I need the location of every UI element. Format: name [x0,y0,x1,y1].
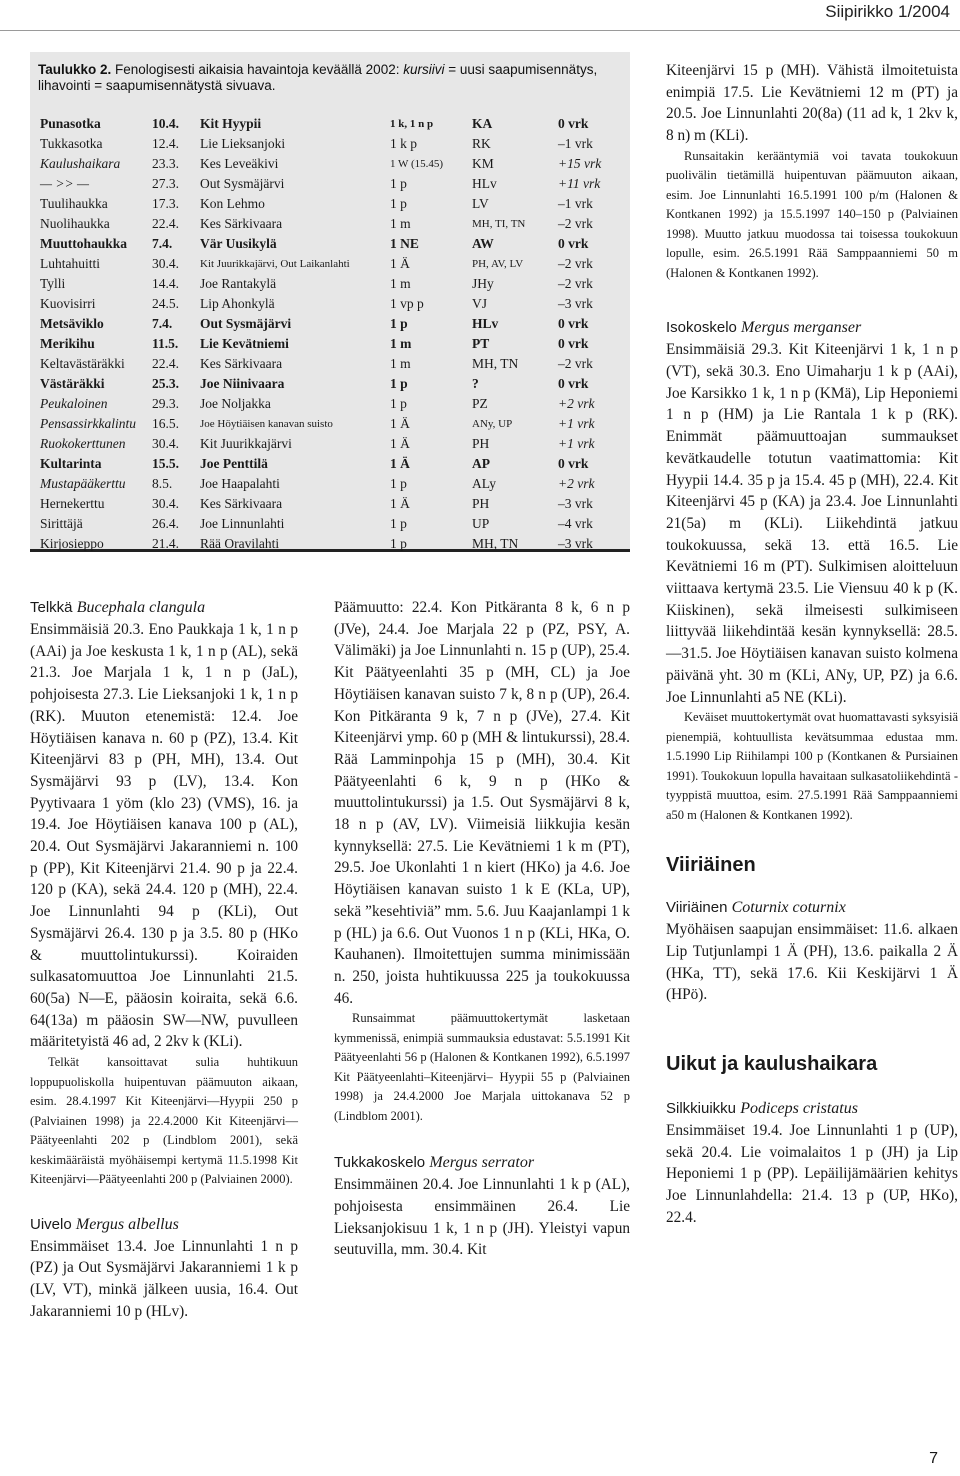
species-cell: Kuovisirri [40,296,96,311]
header-divider [0,30,960,31]
deviation-cell: –3 vrk [558,496,593,511]
species-cell: Västäräkki [40,376,105,391]
paamuutto-note: Runsaimmat päämuuttokertymät lasketaan kymmenissä, enimpiä summauksia edustavat: 5.5.1991 Kit Päätyeenlahti 56 p (Halonen & Kontkanen 1992), 6.5.1997 Kit Päätyeenlahti–Kiteenjärvi– Hyypii 55 p (Palviainen 1998) ja 24.4.2000 Joe Marjala uittokanava 52 p (Lindblom 2001). [334,1011,630,1123]
species-cell: Tukkasotka [40,136,103,151]
observer-cell: ANy, UP [472,418,513,430]
date-cell: 7.4. [152,236,173,251]
date-cell: 23.3. [152,156,179,171]
table-row [40,534,625,554]
species-cell: — >> — [40,176,89,191]
location-cell: Joe Penttilä [200,456,268,471]
table-row [40,474,625,494]
location-cell: Lie Lieksanjoki [200,136,286,151]
count-cell: 1 p [390,396,407,411]
column-middle [334,597,630,1261]
table-row [40,494,625,514]
species-cell: Keltavästäräkki [40,356,125,371]
deviation-cell: –1 vrk [558,136,593,151]
deviation-cell: +1 vrk [558,416,595,431]
date-cell: 24.5. [152,296,179,311]
date-cell: 7.4. [152,316,173,331]
date-cell: 21.4. [152,536,179,551]
observer-cell: ? [472,376,479,391]
table-row [40,254,625,274]
telkka-note: Telkät kansoittavat sulia huhtikuun loppupuoliskolla huipentuvan päämuuton aikaan, esim. 28.4.1997 Kit Kiteenjärvi—Hyypii 250 p (Palviainen 1998) ja 22.4.2000 Kit Kiteenjärvi— Päätyeenlahti 202 p (Lindblom 2001), sekä keskimääräistä myöhäisempi kertymä 11.5.1998 Kit Kiteenjärvi—Päätyeenlahti 200 p (Palviainen 2000). [30,1055,298,1187]
table-row [40,354,625,374]
table-caption-text: Fenologisesti aikaisia havaintoja keväällä 2002: [111,62,404,77]
species-cell: Mustapääkerttu [40,476,126,491]
uivelo-latin: Mergus albellus [75,1215,179,1233]
isokoskelo-body: Ensimmäisiä 29.3. Kit Kiteenjärvi 1 k, 1 n p (VT), sekä 30.3. Eno Uimaharju 1 k p (AAi), Joe Karsikko 1 k, 1 n p (KMä), Lip Heponiemi 1 n p (HM) ja Lie Rantala 1 k p (RK). Enimmät päämuuttoajan summaukset kevätkaudelle totutun vaatimattomia: Kit Hyypii 14.4. 35 p ja 15.4. 45 p (MH), 22.4. Kit Kiteenjärvi 45 p (KA) ja 23.4. Joe Linnunlahti 21(5a) m (KLi). Liikehdintä jatkuu toukokuussa, sekä 13. että 16.5. Lie Kevätniemi 16 m (PT). Sulkimisen aloitteluun viittaava kertymä 23.5. Lie Viensuu 40 k p (K. Kiiskinen), sekä ilmeisesti sulkimiseen liittyvää liikehdintää kesän kynnyksellä: 28.5.—31.5. Joe Höytiäisen kanavan suisto kolmena päivänä yht. 30 m (KLi, ANy, UP, PZ) ja 6.6. Joe Linnunlahti a5 NE (KLi). [666,341,958,706]
observer-cell: PT [472,336,490,351]
uikut-section-heading: Uikut ja kaulushaikara [666,1053,878,1076]
species-cell: Punasotka [40,116,101,131]
location-cell: Joe Rantakylä [200,276,277,291]
location-cell: Vär Uusikylä [200,236,277,251]
species-cell: Muuttohaukka [40,236,128,251]
date-cell: 17.3. [152,196,179,211]
tukkakoskelo-continued: Kiteenjärvi 15 p (MH). Vähistä ilmoitetuista enimpiä 17.5. Lie Kevätniemi 12 m (PT) ja 20.5. Joe Linnunlahti 20(8a) (11 ad k, 1 2kv k, 8 n) m (KLi). [666,62,958,145]
table-row [40,374,625,394]
table-row [40,214,625,234]
table-row [40,234,625,254]
journal-title: Siipirikko 1/2004 [825,2,950,21]
observer-cell: PH [472,496,490,511]
deviation-cell: 0 vrk [558,376,589,391]
tukkakoskelo-body: Ensimmäinen 20.4. Joe Linnunlahti 1 k p (AL), pohjoisesta ensimmäinen 26.4. Lie Lieksanjokisuu 1 k, 1 n p (JH). Yleistyi vapun seutuvilla, mm. 30.4. Kit [334,1176,630,1259]
count-cell: 1 Ä [390,256,410,271]
page-number: 7 [929,1450,938,1467]
observer-cell: AP [472,456,490,471]
uivelo-body: Ensimmäiset 13.4. Joe Linnunlahti 1 n p (PZ) ja Out Sysmäjärvi Jakaranniemi 1 k p (LV, VT), minkä jälkeen uusia, 16.4. Out Jakaranniemi 10 p (HLv). [30,1237,298,1320]
deviation-cell: –4 vrk [558,516,593,531]
table-row [40,314,625,334]
date-cell: 12.4. [152,136,179,151]
count-cell: 1 W (15.45) [390,158,444,170]
table-row [40,394,625,414]
location-cell: Joe Niinivaara [200,376,285,391]
table-row [40,174,625,194]
species-cell: Tuulihaukka [40,196,108,211]
table-row [40,294,625,314]
deviation-cell: –2 vrk [558,256,593,271]
table-row [40,194,625,214]
date-cell: 10.4. [152,116,179,131]
count-cell: 1 m [390,216,411,231]
count-cell: 1 p [390,476,407,491]
tukkakoskelo-title: Tukkakoskelo [334,1154,426,1172]
table-row [40,134,625,154]
table-caption-rest: = uusi saapumisennätys, lihavointi = saapumisennätystä sivuava. [38,62,598,93]
count-cell: 1 vp p [390,296,424,311]
count-cell: 1 m [390,276,411,291]
date-cell: 27.3. [152,176,179,191]
date-cell: 26.4. [152,516,179,531]
count-cell: 1 NE [390,236,419,251]
deviation-cell: 0 vrk [558,456,589,471]
count-cell: 1 Ä [390,416,410,431]
table-caption-prefix: Taulukko 2. [38,62,112,77]
date-cell: 16.5. [152,416,179,431]
location-cell: Kit Hyypii [200,116,262,131]
uivelo-heading [30,1214,298,1236]
table-caption [38,62,622,94]
count-cell: 1 p [390,176,407,191]
deviation-cell: +2 vrk [558,476,595,491]
deviation-cell: –2 vrk [558,216,593,231]
table-row [40,274,625,294]
deviation-cell: –3 vrk [558,296,593,311]
isokoskelo-latin: Mergus merganser [741,319,862,337]
observer-cell: PZ [472,396,488,411]
location-cell: Lie Kevätniemi [200,336,289,351]
viiriainen-heading [666,897,958,919]
table-row [40,154,625,174]
species-cell: Nuolihaukka [40,216,110,231]
observer-cell: KA [472,116,493,131]
isokoskelo-heading [666,317,958,339]
count-cell: 1 Ä [390,496,410,511]
location-cell: Out Sysmäjärvi [200,176,285,191]
deviation-cell: +15 vrk [558,156,602,171]
viiriainen-body: Myöhäisen saapujan ensimmäiset: 11.6. alkaen Lip Tutjunlampi 1 Ä (PH), 13.6. paikalla 2 Ä (HKa, TT), sekä 17.6. Kii Keskijärvi 1 Ä (HPö). [666,921,958,1004]
species-cell: Tylli [40,276,66,291]
location-cell: Rää Oravilahti [200,536,280,551]
location-cell: Kes Särkivaara [200,496,283,511]
silkkiuikku-latin: Podiceps cristatus [740,1100,858,1118]
species-cell: Metsäviklo [40,316,104,331]
observer-cell: PH, AV, LV [472,258,524,270]
observer-cell: ALy [472,476,497,491]
location-cell: Joe Linnunlahti [200,516,285,531]
location-cell: Joe Noljakka [200,396,271,411]
count-cell: 1 p [390,536,407,551]
observer-cell: PH [472,436,490,451]
isokoskelo-title: Isokoskelo [666,319,737,337]
count-cell: 1 Ä [390,436,410,451]
species-cell: Kultarinta [40,456,102,471]
telkka-heading [30,597,298,619]
location-cell: Kit Juurikkajärvi [200,436,292,451]
silkkiuikku-body: Ensimmäiset 19.4. Joe Linnunlahti 1 p (UP), sekä 20.4. Lie voimalaitos 1 p (JH) ja Lip Heponiemi 1 p (PP). Lepäilijämäärien kehitys Joe Linnunlahdella: 21.4. 13 p (UP, HKo), 22.4. [666,1122,958,1226]
viiriainen-title: Viiriäinen [666,899,728,917]
date-cell: 22.4. [152,216,179,231]
count-cell: 1 Ä [390,456,410,471]
location-cell: Joe Haapalahti [200,476,280,491]
tukkakoskelo-latin: Mergus serrator [429,1154,535,1172]
viiriainen-section-heading: Viiriäinen [666,854,756,877]
tukkakoskelo-heading [334,1152,630,1174]
tukkakoskelo-note: Runsaitakin kerääntymiä voi tavata toukokuun puolivälin tietämillä huipentuvan päämuuton aikaan, esim. Joe Linnunlahti 16.5.1991 100 p/m (Halonen & Kontkanen 1992) ja 15.5.1997 140–150 p (Palviainen 1998). Muutto jatkuu muodossa tai toisessa toukokuun lopulle, esim. 26.5.1991 Rää Samppaanniemi 50 m (Halonen & Kontkanen 1992). [666,148,958,280]
paamuutto-body: Päämuutto: 22.4. Kon Pitkäranta 8 k, 6 n p (JVe), 24.4. Joe Marjala 22 p (PZ, PSY, A. Välimäki) ja Joe Linnunlahti n. 15 p (UP), 25.4. Kit Päätyeenlahti 35 p (MH, CL) ja Joe Höytiäisen kanavan suisto 7 k, 8 n p (UP), 26.4. Kon Pitkäranta 9 k, 7 n p (JVe), 27.4. Kit Kiteenjärvi ymp. 60 p (MH & lintukurssi), 28.4. Rää Lamminpohja 15 p (MH), 30.4. Kit Päätyeenlahti 6 k, 9 n p (HKo & muuttolintukurssi) ja 1.5. Out Sysmäjärvi 8 k, 18 n p (AV, LV). Viimeisiä liikkujia kesän kynnyksellä: 27.5. Lie Kevätniemi 1 k m (PT), 29.5. Joe Ukonlahti 1 n kiert (HKo) ja 4.6. Joe Höytiäisen kanavan suisto 1 k E (KLa, UP), sekä ”kesehtiviä” mm. 5.6. Juu Kaajanlampi 1 k p (HL) ja 6.6. Out Vuonos 1 n p (KLi, HKa, O. Kauhanen). Ilmoitettujen summa minimissään n. 250, joista huhtikuussa 225 ja toukokuussa 46. [334,599,630,1007]
deviation-cell: –1 vrk [558,196,593,211]
deviation-cell: –2 vrk [558,356,593,371]
species-cell: Peukaloinen [40,396,108,411]
uivelo-title: Uivelo [30,1215,72,1233]
deviation-cell: +2 vrk [558,396,595,411]
observer-cell: UP [472,516,490,531]
date-cell: 22.4. [152,356,179,371]
location-cell: Kit Juurikkajärvi, Out Laikanlahti [200,258,350,270]
date-cell: 25.3. [152,376,179,391]
table-row [40,514,625,534]
location-cell: Kes Särkivaara [200,356,283,371]
observer-cell: JHy [472,276,494,291]
species-cell: Ruokokerttunen [40,436,126,451]
deviation-cell: 0 vrk [558,336,589,351]
species-cell: Luhtahuitti [40,256,100,271]
date-cell: 8.5. [152,476,173,491]
location-cell: Kes Särkivaara [200,216,283,231]
viiriainen-latin: Coturnix coturnix [731,899,846,917]
column-right [666,60,958,1229]
silkkiuikku-heading [666,1098,958,1120]
observer-cell: RK [472,136,491,151]
date-cell: 29.3. [152,396,179,411]
table-row [40,454,625,474]
deviation-cell: 0 vrk [558,116,589,131]
deviation-cell: 0 vrk [558,236,589,251]
deviation-cell: 0 vrk [558,316,589,331]
location-cell: Kes Leveäkivi [200,156,279,171]
isokoskelo-note: Keväiset muuttokertymät ovat huomattavasti syksyisiä pienempiä, kohtuullista kevätsummaa edustaa mm. 1.5.1990 Lip Riihilampi 100 p (Kontkanen & Pursiainen 1991). Toukokuun lopulla havaitaan sulkasatoliikehdintä -tyyppistä muuttoa, esim. 27.5.1991 Rää Samppaanniemi a50 m (Halonen & Kontkanen 1992). [666,710,958,822]
location-cell: Joe Höytiäisen kanavan suisto [200,418,333,430]
silkkiuikku-title: Silkkiuikku [666,1100,737,1118]
telkka-latin: Bucephala clangula [76,599,206,616]
species-cell: Pensassirkkalintu [40,416,136,431]
table-row [40,334,625,354]
deviation-cell: –2 vrk [558,276,593,291]
count-cell: 1 k p [390,136,417,151]
telkka-body: Ensimmäisiä 20.3. Eno Paukkaja 1 k, 1 n p (AAi) ja Joe keskusta 1 k, 1 n p (AL), sekä 21.3. Joe Marjala 1 k, 1 n p (JaL), pohjoisesta 27.3. Lie Lieksanjoki 1 k, 1 n p (RK). Muuton etenemistä: 12.4. Joe Höytiäisen kanava n. 60 p (PZ), 13.4. Kit Kiteenjärvi 83 p (PH, MH), 13.4. Out Sysmäjärvi 93 p (LV), 13.4. Kon Pyytivaara 1 yöm (klo 23) (VMS), 16. ja 19.4. Joe Höytiäisen kanava 100 p (AL), 20.4. Out Sysmäjärvi Jakaranniemi n. 100 p (PP), Kit Kiteenjärvi 21.4. 90 p ja 22.4. 120 p (KA), sekä 24.4. 120 p (MH), 22.4. Joe Linnunlahti 94 p (KLi), Out Sysmäjärvi 26.4. 130 p ja 3.5. 80 p (HKo & muuttolintukurssi). Koiraiden sulkasatomuuttoa Joe Linnunlahti 21.5. 60(5a) N—E, pääosin koiraita, sekä 6.6. 64(13a) m pääosin SW—NW, puvulleen määritetyistä 46 ad, 2 2kv k (KLi). [30,621,298,1051]
telkka-title: Telkkä [30,599,73,616]
count-cell: 1 p [390,196,407,211]
observer-cell: HLv [472,176,497,191]
observer-cell: MH, TI, TN [472,218,526,230]
deviation-cell: –3 vrk [558,536,593,551]
date-cell: 11.5. [152,336,179,351]
observer-cell: KM [472,156,494,171]
date-cell: 14.4. [152,276,179,291]
date-cell: 30.4. [152,496,179,511]
table-rows [40,114,625,554]
count-cell: 1 m [390,356,411,371]
species-cell: Merikihu [40,336,95,351]
species-cell: Hernekerttu [40,496,105,511]
location-cell: Kon Lehmo [200,196,265,211]
deviation-cell: +11 vrk [558,176,601,191]
count-cell: 1 p [390,376,408,391]
count-cell: 1 p [390,316,408,331]
observer-cell: MH, TN [472,536,519,551]
observer-cell: AW [472,236,494,251]
table-caption-italic: kursiivi [403,62,445,77]
species-cell: Sirittäjä [40,516,83,531]
location-cell: Out Sysmäjärvi [200,316,292,331]
deviation-cell: +1 vrk [558,436,595,451]
date-cell: 30.4. [152,436,179,451]
count-cell: 1 k, 1 n p [390,118,434,130]
location-cell: Lip Ahonkylä [200,296,275,311]
table-row [40,114,625,134]
table-row [40,434,625,454]
observer-cell: VJ [472,296,488,311]
phenology-table [30,52,630,552]
observer-cell: MH, TN [472,356,519,371]
date-cell: 30.4. [152,256,179,271]
observer-cell: HLv [472,316,499,331]
count-cell: 1 m [390,336,412,351]
count-cell: 1 p [390,516,407,531]
date-cell: 15.5. [152,456,179,471]
observer-cell: LV [472,196,489,211]
species-cell: Kirjosieppo [40,536,104,551]
column-left [30,597,298,1322]
species-cell: Kaulushaikara [40,156,121,171]
table-row [40,414,625,434]
